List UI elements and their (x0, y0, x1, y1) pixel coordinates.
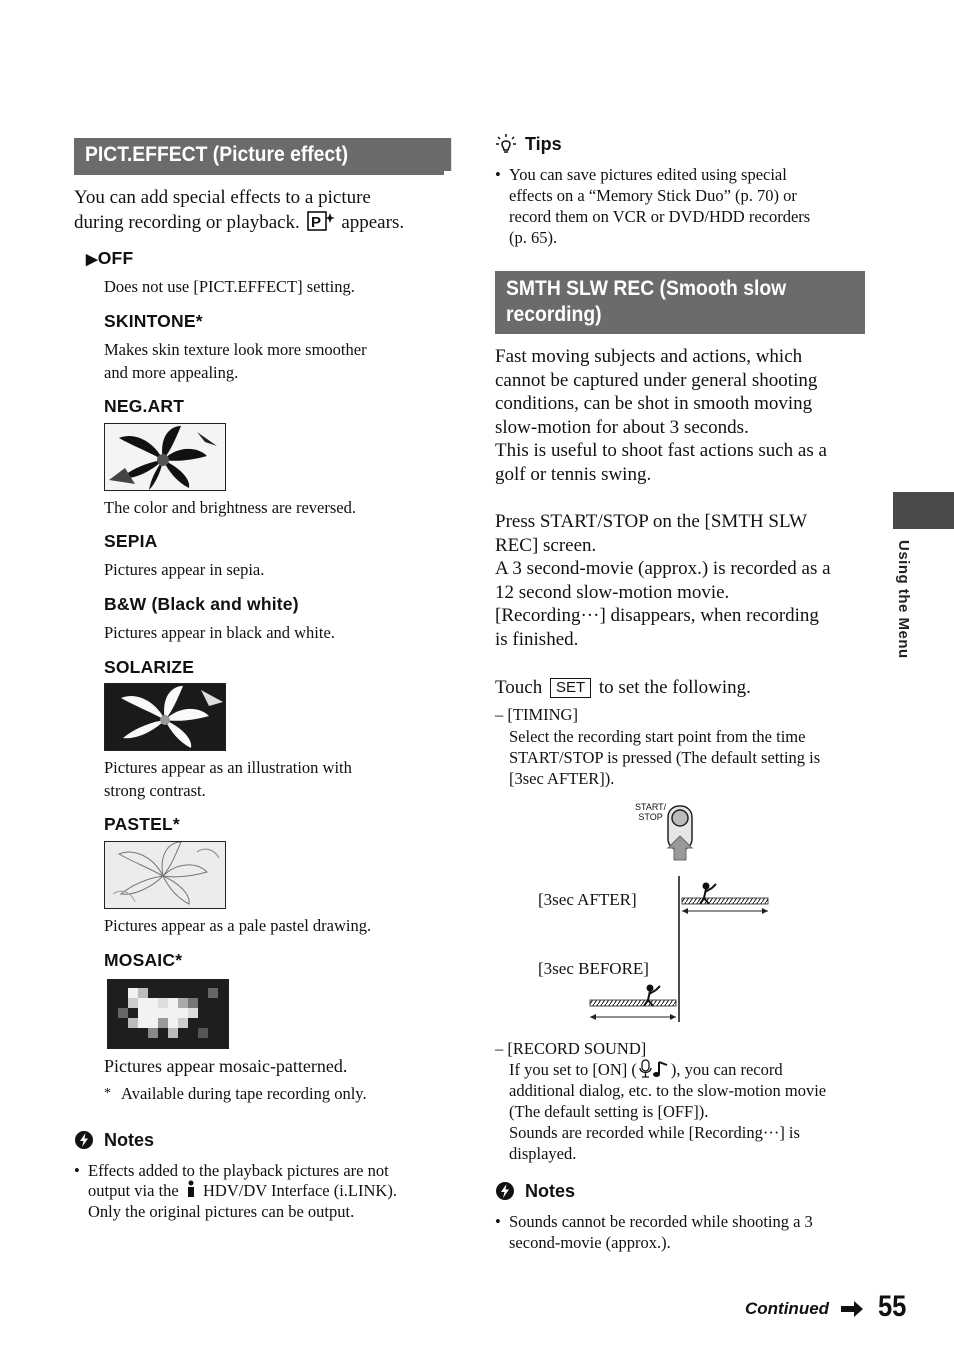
tip-line-1: You can save pictures edited using special (509, 165, 787, 184)
bw-option[interactable]: B&W (Black and white) (104, 594, 299, 614)
ilink-icon (186, 1180, 196, 1203)
tip-line-3: record them on VCR or DVD/HDD recorders (509, 207, 811, 226)
solarize-sample-image (104, 683, 226, 751)
footnote-mark: * (104, 1086, 111, 1101)
negart-option[interactable]: NEG.ART (104, 396, 185, 416)
picture-effect-icon (307, 210, 335, 239)
negart-desc: The color and brightness are reversed. (104, 498, 356, 517)
notes-icon (495, 1181, 515, 1206)
smth-intro-paragraph: Fast moving subjects and actions, which cannot be captured under general shooting conditions, can be shot in smooth moving slow-motion for about 3 seconds. This is useful to shoot fast actions such as a golf or tennis swing. (495, 346, 827, 485)
timing-diagram-graphic (530, 800, 790, 1026)
timing-diagram (530, 800, 790, 1026)
off-desc: Does not use [PICT.EFFECT] setting. (104, 277, 355, 296)
pict-effect-heading: PICT.EFFECT (Picture effect) (74, 138, 451, 171)
note-left-line-3: Only the original pictures can be output. (88, 1202, 355, 1221)
smth-slw-heading-bar (495, 271, 865, 334)
timing-label: – [TIMING] (495, 705, 578, 724)
sepia-desc: Pictures appear in sepia. (104, 560, 265, 579)
solarize-desc-2: strong contrast. (104, 781, 206, 800)
note-right-line-2: second-movie (approx.). (509, 1233, 671, 1252)
pastel-option[interactable]: PASTEL* (104, 814, 180, 834)
footnote-text: Available during tape recording only. (121, 1084, 367, 1103)
bw-desc: Pictures appear in black and white. (104, 623, 335, 642)
pict-effect-intro-1: You can add special effects to a picture (74, 187, 371, 208)
sepia-option[interactable]: SEPIA (104, 531, 158, 551)
solarize-option[interactable]: SOLARIZE (104, 657, 195, 677)
off-option[interactable]: ▶OFF (86, 248, 134, 268)
diagram-label-3sec-after: [3sec AFTER] (538, 890, 637, 909)
pastel-desc: Pictures appear as a pale pastel drawing. (104, 916, 372, 935)
svg-text:P: P (310, 214, 321, 231)
skintone-desc-2: and more appealing. (104, 363, 239, 382)
record-sound-line-1: If you set to [ON] ( ), you can record (509, 1059, 783, 1084)
section-tab-label: Using the Menu (895, 540, 912, 659)
mosaic-option[interactable]: MOSAIC* (104, 950, 183, 970)
mosaic-desc: Pictures appear mosaic-patterned. (104, 1056, 348, 1076)
note-left-line-2: output via the HDV/DV Interface (i.LINK). (88, 1180, 397, 1203)
tip-bullet: • (495, 165, 501, 184)
mosaic-sample-image (107, 979, 229, 1049)
skintone-option[interactable]: SKINTONE* (104, 311, 203, 331)
touch-set-line: Touch SET to set the following. (495, 677, 751, 698)
set-button[interactable]: SET (550, 678, 591, 698)
skintone-desc-1: Makes skin texture look more smoother (104, 340, 367, 359)
record-sound-label: – [RECORD SOUND] (495, 1039, 647, 1058)
timing-desc: Select the recording start point from the time START/STOP is pressed (The default setting is [3sec AFTER]). (509, 727, 821, 788)
solarize-desc-1: Pictures appear as an illustration with (104, 758, 352, 777)
arrow-right-icon (840, 1299, 864, 1324)
selected-marker-icon: ▶ (86, 251, 98, 268)
continued-label: Continued (745, 1299, 830, 1318)
section-tab-marker (893, 492, 954, 529)
smth-press-paragraph: Press START/STOP on the [SMTH SLW REC] screen. A 3 second-movie (approx.) is recorded as a 12 second slow-motion movie. [Recording···] disappears, when recording is finished. (495, 511, 831, 650)
note-left-line-1: Effects added to the playback pictures are not (88, 1161, 389, 1180)
pict-effect-intro-2: during recording or playback. P appears. (74, 210, 404, 239)
tips-icon (495, 132, 517, 161)
record-sound-desc: additional dialog, etc. to the slow-motion movie (The default setting is [OFF]). Sounds are recorded while [Recording···] is displayed. (509, 1081, 827, 1163)
page-number: 55 (878, 1290, 907, 1323)
notes-icon (74, 1130, 94, 1155)
note-bullet: • (74, 1161, 80, 1180)
tip-line-4: (p. 65). (509, 228, 558, 247)
pastel-sample-image (104, 841, 226, 909)
note-bullet: • (495, 1212, 501, 1231)
smth-slw-heading: SMTH SLW REC (Smooth slow recording) (495, 271, 863, 332)
negart-sample-image (104, 423, 226, 491)
diagram-label-3sec-before: [3sec BEFORE] (538, 959, 649, 978)
tip-line-2: effects on a “Memory Stick Duo” (p. 70) or (509, 186, 797, 205)
notes-title-left: Notes (104, 1130, 155, 1150)
note-right-line-1: Sounds cannot be recorded while shooting a 3 (509, 1212, 813, 1231)
notes-title-right: Notes (525, 1181, 576, 1201)
tips-title: Tips (525, 134, 562, 154)
start-stop-button-label: START/ STOP (635, 802, 667, 822)
pict-effect-heading-bar (74, 138, 444, 175)
